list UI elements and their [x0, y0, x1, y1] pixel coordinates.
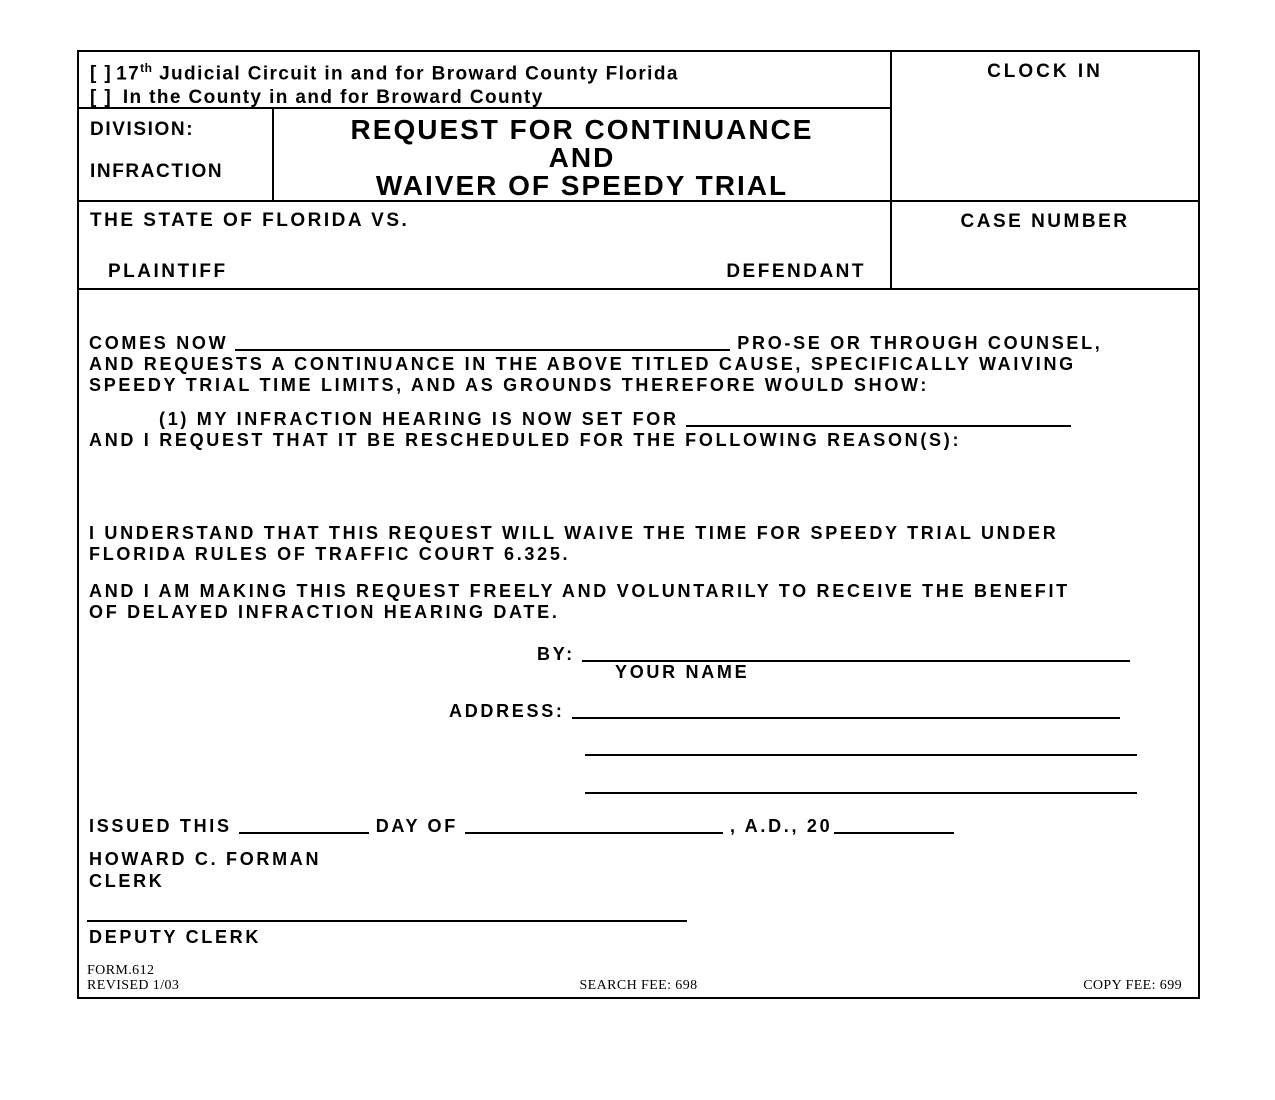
- case-number-label: CASE NUMBER: [960, 211, 1130, 232]
- form-title-line-1: REQUEST FOR CONTINUANCE: [350, 114, 814, 145]
- item-1: [89, 404, 1071, 451]
- address-row: [449, 696, 1120, 722]
- court-line-circuit-num: 17: [116, 63, 141, 85]
- court-selection: [79, 52, 890, 109]
- form-number: FORM.612: [87, 963, 155, 978]
- paragraph-freely-line-1: AND I AM MAKING THIS REQUEST FREELY AND VOLUNTARILY TO RECEIVE THE BENEFIT: [89, 581, 1070, 601]
- court-line-county: [90, 86, 890, 110]
- circuit-court-checkbox[interactable]: [ ]: [90, 63, 113, 85]
- issued-year-blank[interactable]: [834, 813, 954, 834]
- address-line-2-blank[interactable]: [585, 736, 1137, 756]
- court-line-county-text: In the County in and for Broward County: [116, 87, 544, 109]
- your-name-caption: YOUR NAME: [615, 662, 750, 682]
- state-vs-label: THE STATE OF FLORIDA VS.: [90, 210, 410, 231]
- continuance-request-form: [77, 50, 1200, 999]
- address-line-1-blank[interactable]: [572, 698, 1120, 719]
- comes-now-label: COMES NOW: [89, 333, 229, 353]
- division-label: DIVISION:: [90, 119, 195, 140]
- form-body: [79, 290, 1198, 997]
- paragraph-comes-now: [89, 328, 1103, 396]
- caption-row: [79, 202, 1198, 290]
- county-court-checkbox[interactable]: [ ]: [90, 87, 113, 109]
- copy-fee: COPY FEE: 699: [1083, 978, 1182, 993]
- item-1-line-2: AND I REQUEST THAT IT BE RESCHEDULED FOR THE FOLLOWING REASON(S):: [89, 430, 962, 450]
- address-label: ADDRESS:: [449, 701, 565, 721]
- division-cell: [79, 109, 274, 200]
- item-1-line-1: [89, 404, 1071, 430]
- ad-label: , A.D., 20: [729, 816, 833, 836]
- parties-cell: [79, 202, 892, 288]
- clock-in-label: CLOCK IN: [987, 61, 1103, 82]
- division-value: INFRACTION: [90, 161, 224, 182]
- plaintiff-label: PLAINTIFF: [108, 261, 228, 282]
- paragraph-understand-line-1: I UNDERSTAND THAT THIS REQUEST WILL WAIVE THE TIME FOR SPEEDY TRIAL UNDER: [89, 523, 1059, 543]
- movant-name-blank[interactable]: [235, 330, 730, 351]
- court-line-circuit: [90, 56, 890, 86]
- deputy-clerk-label: DEPUTY CLERK: [89, 927, 262, 947]
- case-number-box: [892, 202, 1198, 288]
- by-label: BY:: [537, 644, 575, 664]
- form-title-line-2: AND: [548, 142, 616, 173]
- address-line-3-blank[interactable]: [585, 774, 1137, 794]
- paragraph-comes-now-line-3: SPEEDY TRIAL TIME LIMITS, AND AS GROUNDS THEREFORE WOULD SHOW:: [89, 375, 930, 395]
- paragraph-freely-line-2: OF DELAYED INFRACTION HEARING DATE.: [89, 602, 560, 622]
- clerk-name: HOWARD C. FORMAN: [89, 849, 322, 869]
- form-title-line-3: WAIVER OF SPEEDY TRIAL: [375, 170, 789, 201]
- item-1-label: (1) MY INFRACTION HEARING IS NOW SET FOR: [159, 409, 679, 429]
- paragraph-understand: [89, 523, 1058, 565]
- search-fee: SEARCH FEE: 698: [579, 978, 698, 993]
- deputy-clerk-signature-blank[interactable]: [87, 902, 687, 922]
- header-left: [79, 52, 892, 200]
- form-header: [79, 52, 1198, 202]
- issued-this-label: ISSUED THIS: [89, 816, 232, 836]
- pro-se-text: PRO-SE OR THROUGH COUNSEL,: [737, 333, 1103, 353]
- clerk-title: CLERK: [89, 871, 165, 891]
- hearing-date-blank[interactable]: [686, 406, 1071, 427]
- issued-month-blank[interactable]: [465, 813, 723, 834]
- issued-row: [89, 811, 954, 837]
- paragraph-comes-now-line-2: AND REQUESTS A CONTINUANCE IN THE ABOVE TITLED CAUSE, SPECIFICALLY WAIVING: [89, 354, 1076, 374]
- signature-blank[interactable]: [582, 641, 1130, 662]
- clock-in-box: [892, 52, 1198, 200]
- day-of-label: DAY OF: [375, 816, 458, 836]
- paragraph-freely: [89, 581, 1070, 623]
- form-revised: REVISED 1/03: [87, 978, 180, 993]
- ordinal-superscript: th: [140, 61, 153, 75]
- court-line-circuit-text: Judicial Circuit in and for Broward County Florida: [152, 63, 679, 85]
- division-title-row: [79, 109, 890, 200]
- comes-now-line: [89, 328, 1103, 354]
- issued-day-blank[interactable]: [239, 813, 369, 834]
- paragraph-understand-line-2: FLORIDA RULES OF TRAFFIC COURT 6.325.: [89, 544, 571, 564]
- defendant-label: DEFENDANT: [726, 261, 866, 282]
- form-title: [274, 109, 890, 200]
